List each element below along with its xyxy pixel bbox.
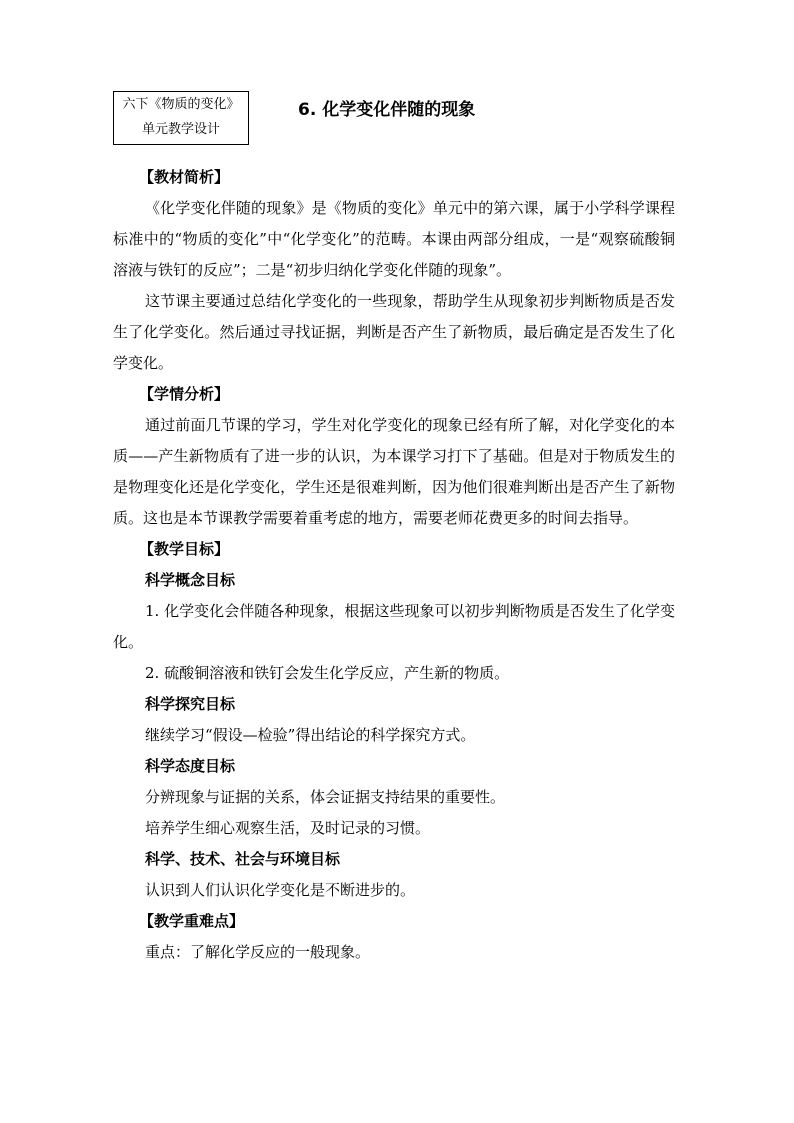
unit-label-line1: 六下《物质的变化》 bbox=[122, 97, 240, 112]
lesson-title: 6. 化学变化伴随的现象 bbox=[298, 100, 476, 120]
section-heading-goals: 【教学目标】 bbox=[139, 540, 230, 558]
attitude-goal-item-2: 培养学生细心观察生活，及时记录的习惯。 bbox=[145, 819, 431, 837]
concept-goal-item-1: 1. 化学变化会伴随各种现象，根据这些现象可以初步判断物质是否发生了化学变化。 bbox=[113, 602, 675, 651]
attitude-goal-item-1: 分辨现象与证据的关系，体会证据支持结果的重要性。 bbox=[145, 788, 506, 806]
section-heading-material: 【教材简析】 bbox=[139, 168, 230, 186]
sts-goal-heading: 科学、技术、社会与环境目标 bbox=[145, 850, 341, 868]
sts-goal-item-1: 认识到人们认识化学变化是不断进步的。 bbox=[145, 881, 416, 899]
keypoints-focus: 重点：了解化学反应的一般现象。 bbox=[145, 943, 371, 961]
section-heading-students: 【学情分析】 bbox=[139, 385, 230, 403]
material-paragraph-1: 《化学变化伴随的现象》是《物质的变化》单元中的第六课，属于小学科学课程标准中的“物质的变化”中“化学变化”的范畴。本课由两部分组成，一是“观察硫酸铜溶液与铁钉的反应”；二是“初步归纳化学变化伴随的现象”。 bbox=[113, 199, 675, 279]
students-paragraph-1: 通过前面几节课的学习，学生对化学变化的现象已经有所了解，对化学变化的本质——产生新物质有了进一步的认识，为本课学习打下了基础。但是对于物质发生的是物理变化还是化学变化，学生还是很难判断，因为他们很难判断出是否产生了新物质。这也是本节课教学需要着重考虑的地方，需要老师花费更多的时间去指导。 bbox=[113, 416, 675, 527]
unit-label-box bbox=[113, 91, 249, 145]
concept-goal-item-2: 2. 硫酸铜溶液和铁钉会发生化学反应，产生新的物质。 bbox=[145, 664, 510, 682]
inquiry-goal-heading: 科学探究目标 bbox=[145, 695, 236, 713]
section-heading-keypoints: 【教学重难点】 bbox=[139, 912, 245, 930]
inquiry-goal-item-1: 继续学习“假设—检验”得出结论的科学探究方式。 bbox=[145, 726, 476, 744]
attitude-goal-heading: 科学态度目标 bbox=[145, 757, 236, 775]
unit-label-line2: 单元教学设计 bbox=[141, 122, 220, 137]
concept-goal-heading: 科学概念目标 bbox=[145, 571, 236, 589]
material-paragraph-2: 这节课主要通过总结化学变化的一些现象，帮助学生从现象初步判断物质是否发生了化学变化。然后通过寻找证据，判断是否产生了新物质，最后确定是否发生了化学变化。 bbox=[113, 292, 675, 372]
document-body bbox=[113, 162, 675, 968]
